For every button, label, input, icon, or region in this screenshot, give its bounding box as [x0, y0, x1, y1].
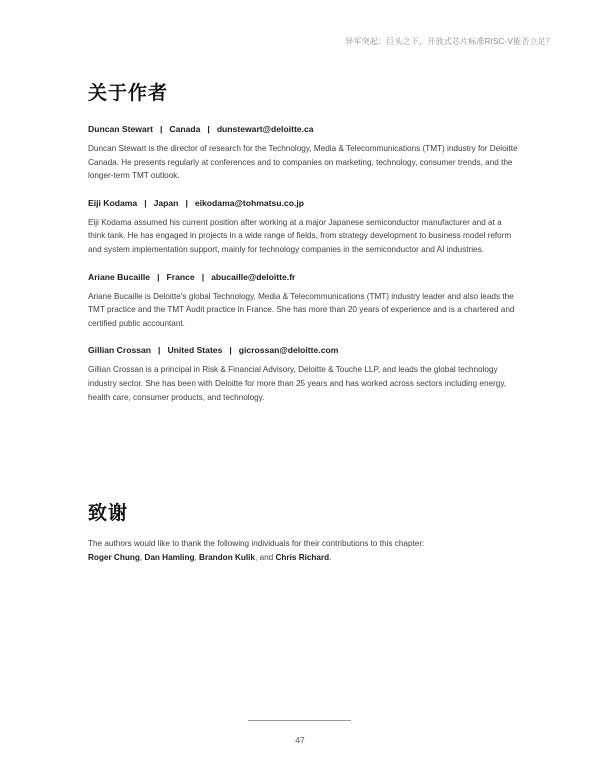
separator: | — [158, 345, 161, 356]
author-bio: Duncan Stewart is the director of research for the Technology, Media & Telecommunications (TMT) industry for Deloitte Canada. He presents regularly at conferences and to companies on marketing, technology, consumer trends, and the longer-term TMT outlook. — [88, 144, 518, 181]
author-entry — [88, 272, 518, 331]
separator: | — [144, 197, 147, 208]
footer-divider — [248, 720, 351, 721]
author-entry — [88, 198, 518, 257]
author-country: France — [166, 271, 195, 282]
contributor-name: Roger Chung — [88, 552, 140, 562]
author-header — [88, 345, 518, 355]
author-bio: Eiji Kodama assumed his current position after working at a major Japanese semiconductor manufacturer and at a think tank. He has engaged in projects in a wide range of fields, from strategy development to business model reform and system implementation support, mainly for technology companies in the semiconductor and AI industries. — [88, 217, 512, 254]
author-header — [88, 272, 518, 282]
author-email[interactable]: eikodama@tohmatsu.co.jp — [194, 197, 304, 208]
acknowledgments-names — [88, 551, 518, 565]
author-name: Duncan Stewart — [88, 124, 153, 134]
separator: | — [207, 124, 210, 134]
authors-list — [88, 124, 518, 419]
acknowledgments-heading: 致谢 — [88, 502, 129, 524]
author-email[interactable]: dunstewart@deloitte.ca — [216, 124, 314, 134]
author-bio: Ariane Bucaille is Deloitte's global Technology, Media & Telecommunications (TMT) industry leader and also leads the TMT practice and the TMT Audit practice in France. She has more than 20 years of experience and is a chartered and certified public accountant. — [88, 291, 515, 328]
running-header: 异军突起：巨头之下，开放式芯片标准RISC-V能否立足？ — [345, 37, 554, 46]
separator: | — [185, 197, 188, 208]
author-name: Eiji Kodama — [88, 197, 138, 208]
list-period: . — [329, 552, 332, 562]
author-name: Ariane Bucaille — [88, 271, 151, 282]
author-header — [88, 198, 518, 208]
separator: | — [159, 124, 163, 134]
author-entry — [88, 124, 518, 183]
author-entry — [88, 345, 518, 404]
contributor-name: Dan Hamling — [144, 552, 195, 562]
list-comma: , — [139, 552, 145, 562]
acknowledgments-intro: The authors would like to thank the following individuals for their contributions to this chapter: — [88, 539, 425, 548]
author-country: Japan — [153, 197, 179, 208]
contributor-name: Brandon Kulik — [199, 552, 255, 562]
author-country: United States — [167, 345, 223, 356]
acknowledgments-text — [88, 537, 518, 564]
list-comma: , — [194, 552, 200, 562]
list-comma-and: , and — [254, 552, 276, 562]
contributor-name: Chris Richard — [275, 552, 330, 562]
separator: | — [229, 345, 232, 356]
separator: | — [157, 271, 160, 282]
author-email[interactable]: gicrossan@deloitte.com — [238, 345, 339, 356]
author-header — [88, 124, 518, 134]
author-country: Canada — [169, 124, 201, 134]
author-email[interactable]: abucaille@deloitte.fr — [211, 271, 296, 282]
page-number: 47 — [295, 735, 305, 745]
about-authors-heading: 关于作者 — [88, 82, 169, 104]
author-name: Gillian Crossan — [88, 345, 152, 356]
author-bio: Gillian Crossan is a principal in Risk & Financial Advisory, Deloitte & Touche LLP, and leads the global technology industry sector. She has been with Deloitte for more than 25 years and has worked across sectors including energy, health care, consumer products, and technology. — [88, 365, 507, 402]
separator: | — [201, 271, 205, 282]
